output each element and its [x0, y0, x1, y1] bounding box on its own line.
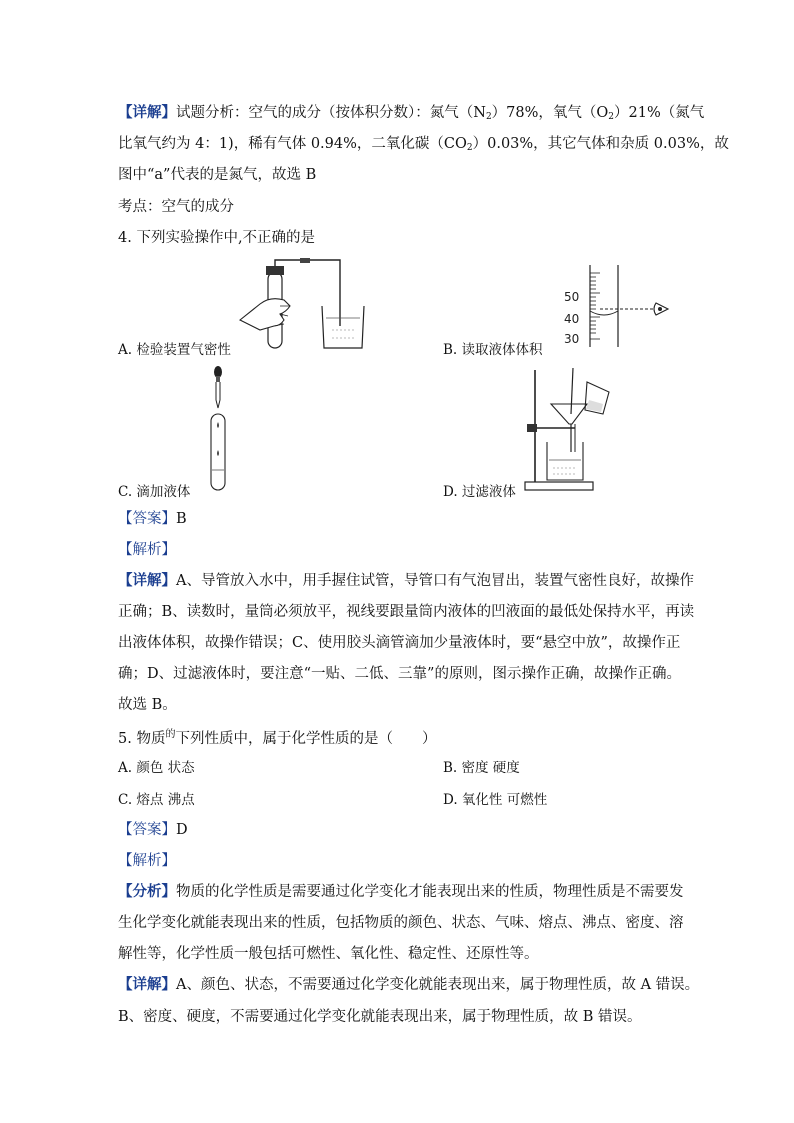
q5-title: 5. 物质$^的$下列性质中，属于化学性质的是（ ）: [118, 729, 437, 747]
q5-analysis-tag: 【解析】: [118, 853, 176, 869]
detail-tag: 【详解】: [118, 572, 176, 589]
cylinder-tick-40: 40: [564, 312, 580, 326]
q5-fenxi-line-2: 生化学变化就能表现出来的性质，包括物质的颜色、状态、气味、熔点、沸点、密度、溶: [118, 915, 684, 931]
q4-title: 4. 下列实验操作中,不正确的是: [118, 230, 316, 246]
filtration-figure: [525, 368, 617, 496]
dropper-figure: [205, 366, 235, 494]
cylinder-tick-30: 30: [564, 332, 580, 346]
cylinder-tick-50: 50: [564, 290, 580, 304]
q3-detail-line-1: 【详解】试题分析：空气的成分（按体积分数）：氮气$(N_2)78\%$，氧气$(O_2)21\%$（氮气: [118, 104, 705, 122]
q4-option-c: C. 滴加液体: [118, 484, 191, 500]
q4-option-d: D. 过滤液体: [443, 484, 516, 500]
q5-answer: [118, 820, 188, 840]
q4-detail-line-5: 故选 B。: [118, 697, 177, 713]
q4-answer: [118, 509, 187, 529]
q5-detail-line-2: B、密度、硬度，不需要通过化学变化就能表现出来，属于物理性质，故 B 错误。: [118, 1009, 642, 1025]
q4-detail-line-1: 【详解】A、导管放入水中，用手握住试管，导管口有气泡冒出，装置气密性良好，故操作: [118, 572, 694, 589]
answer-tag: 【答案】: [118, 511, 176, 527]
q4-detail-line-4: 确；D、过滤液体时，要注意“一贴、二低、三靠”的原则，图示操作正确，故操作正确。: [118, 666, 681, 682]
q4-detail-line-2: 正确；B、读数时，量筒必须放平，视线要跟量筒内液体的凹液面的最低处保持水平，再读: [118, 604, 695, 620]
q4-detail-line-3: 出液体体积，故操作错误；C、使用胶头滴管滴加少量液体时，要“悬空中放”，故操作正: [118, 635, 681, 651]
q3-detail-line-3: 图中“a”代表的是氮气，故选 B: [118, 167, 317, 183]
q5-detail-line-1: 【详解】A、颜色、状态，不需要通过化学变化就能表现出来，属于物理性质，故 A 错误。: [118, 976, 700, 993]
q3-detail-line-2: 比氧气约为 4：1)，稀有气体 0.94%，二氧化碳$(CO_2)0.03\%$，其它气体和杂质 0.03%，故: [118, 136, 729, 153]
q5-fenxi-line-3: 解性等，化学性质一般包括可燃性、氧化性、稳定性、还原性等。: [118, 946, 539, 962]
detail-tag: 【详解】: [118, 976, 176, 993]
graduated-cylinder-figure: [560, 265, 670, 350]
answer-tag: 【答案】: [118, 822, 176, 838]
q3-kaodian: 考点：空气的成分: [118, 199, 234, 215]
q5-option-a: A. 颜色 状态: [118, 760, 195, 776]
q4-option-a: A. 检验装置气密性: [118, 342, 231, 358]
q4-analysis-tag: 【解析】: [118, 542, 176, 558]
q5-option-b: B. 密度 硬度: [443, 760, 520, 776]
fenxi-tag: 【分析】: [118, 883, 176, 900]
q5-option-d: D. 氧化性 可燃性: [443, 792, 548, 808]
answer-value: B: [176, 511, 187, 527]
detail-tag: 【详解】: [118, 104, 176, 121]
answer-value: D: [176, 822, 188, 838]
q5-option-c: C. 熔点 沸点: [118, 792, 195, 808]
q4-option-b: B. 读取液体体积: [443, 342, 543, 358]
airtightness-check-figure: [240, 258, 370, 353]
q5-fenxi-line-1: 【分析】物质的化学性质是需要通过化学变化才能表现出来的性质，物理性质是不需要发: [118, 883, 684, 900]
